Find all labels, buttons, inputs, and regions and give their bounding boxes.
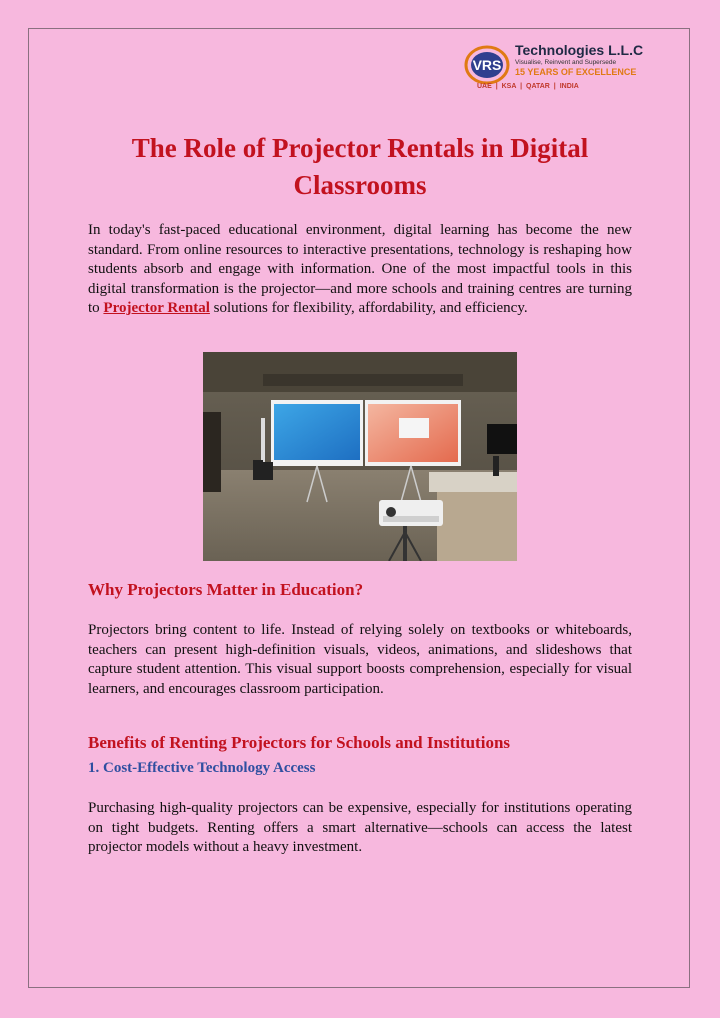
intro-text-start: In today's fast-paced educational environment, digital learning has become the new standard. From online resources to interactive presentations, technology is reshaping how students absorb and engage with information. One of the most impactful tools in this digital transformation is the projector—and more schools and training centres are turning to <box>88 222 632 317</box>
page-title: The Role of Projector Rentals in Digital Classrooms <box>131 133 589 200</box>
intro-paragraph <box>88 221 632 319</box>
projector-rental-link[interactable]: Projector Rental <box>103 300 210 317</box>
vrs-badge-icon <box>463 44 511 86</box>
logo-years: 15 YEARS OF EXCELLENCE <box>515 67 637 77</box>
logo-regions: UAE | KSA | QATAR | INDIA <box>477 83 579 90</box>
section-heading-why-projectors: Why Projectors Matter in Education? <box>88 580 364 599</box>
classroom-photo <box>203 352 517 561</box>
logo-badge-text: VRS <box>472 57 502 73</box>
logo-company-name: Technologies L.L.C <box>515 42 644 58</box>
section-paragraph-why-projectors: Projectors bring content to life. Instead of relying solely on textbooks or whiteboards, teachers can present high-definition visuals, videos, animations, and slideshows that capture student attention. This visual support boosts comprehension, especially for visual learners, and encourages classroom participation. <box>88 622 632 697</box>
subheading-cost-effective: 1. Cost-Effective Technology Access <box>88 760 316 776</box>
intro-text-end: solutions for flexibility, affordability, and efficiency. <box>209 300 528 317</box>
company-logo[interactable] <box>463 40 644 98</box>
logo-tagline: Visualise, Reinvent and Supersede <box>515 59 617 66</box>
classroom-projector-image <box>203 352 517 561</box>
section-paragraph-cost-effective: Purchasing high-quality projectors can be expensive, especially for institutions operating on tight budgets. Renting offers a smart alternative—schools can access the latest projector models without a heavy investment. <box>88 800 632 856</box>
section-heading-benefits: Benefits of Renting Projectors for Schools and Institutions <box>88 733 511 752</box>
